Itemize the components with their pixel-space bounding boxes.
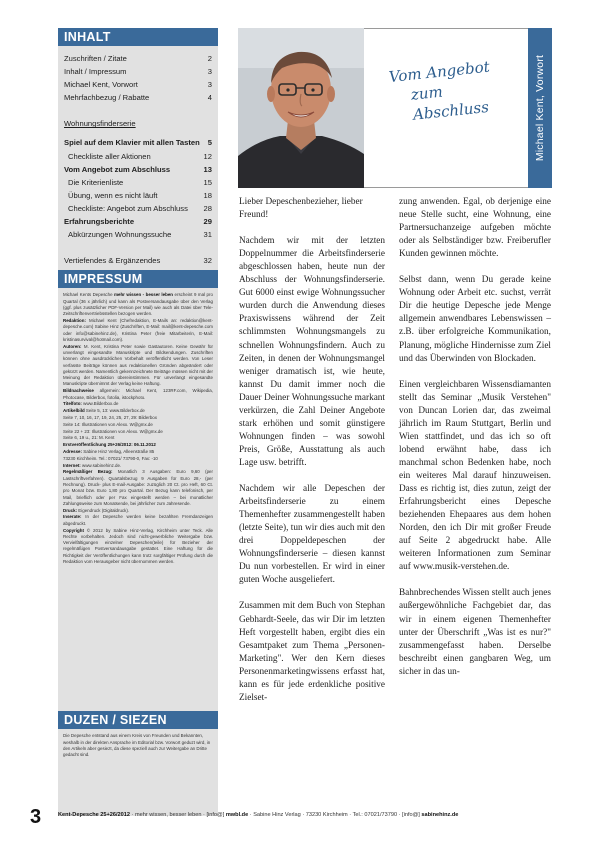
table-of-contents — [58, 46, 218, 267]
body-column-1 — [239, 196, 385, 718]
toc-entry-page: 5 — [207, 138, 212, 148]
impressum-text-run: In der Depesche werden keine bezahlten Fremdanzeigen abgedruckt. — [63, 514, 213, 526]
body-paragraph: Selbst dann, wenn Du gerade keine Wohnung oder Arbeit etc. suchst, verrät Dir die heutige Depesche jede Menge allgemein anwendbares Lebenswissen – z.B. über erfolgreiche Kommunikation, Planung, mögliche Hindernisse zum Ziel und das Überwinden von Blockaden. — [399, 275, 551, 364]
toc-entry-label: Checkliste aller Aktionen — [68, 151, 151, 161]
impressum-heading: IMPRESSUM — [58, 270, 218, 288]
footer-publisher: · Sabine Hinz Verlag · 73230 Kirchheim · Tel.: 07021/73790 · [info@] — [248, 812, 422, 818]
impressum-paragraph — [63, 429, 213, 435]
impressum-paragraph — [63, 469, 213, 507]
impressum-text-run: Michael Kent (Chefredaktion, E-Mails an: redaktion@kent-depesche.com) Sabine Hinz (Zuschriften, E-Mail: mail@kent-depesche.com oder info@sabinehinz.de), Kristina Peter (freie Mitarbeiterin, E-Mail: kristinasurvival@hotmail.com). — [63, 318, 213, 342]
body-paragraph: Einen vergleichbaren Wissensdiamanten stellt das Seminar „Musik Verstehen" von Duncan Lorien dar, das zweimal jährlich im Raum Stuttgart, Berlin und Wien stattfindet, und das ich so oft lobend erwähnt habe, dass ich manchmal schon Bedenken habe, noch ein weiteres Mal darauf hinzuweisen. Dass es richtig ist, dies zutun, zeigt der Erfahrungsbericht eines Depesche beziehenden Ehepaares aus dem hohen Norden, den ich Dir mit großer Freude auf Seite 2 abgedruckt habe. Alle weiteren Informationen zum Seminar auf www.musik-verstehen.de. — [399, 379, 551, 573]
impressum-paragraph — [63, 456, 213, 462]
impressum-paragraph — [63, 514, 213, 527]
impressum-text-run: www.sabinehinz.de. — [80, 462, 122, 468]
impressum-paragraph — [63, 508, 213, 514]
article-title-line-2: zum Abschluss — [410, 82, 490, 124]
impressum-paragraph — [63, 415, 213, 421]
body-paragraph: Nachdem wir mit der letzten Doppelnummer die Arbeitsfinderserie abgeschlossen haben, heute nun der Abschluss der Wohnungsfinderserie. Gut 6000 einst ewige Wohnungssucher wurden durch die Anwendung dieses Praxiswissens während der Zeit schlimmsten Wohnungsmangels zu schnellen Wohnungsfindern. Auch zu Zeiten, in denen der Wohnungsmangel weniger dramatisch ist, wie heute, kannst Du damit immer noch die Dauer Deiner Wohnungssuche markant verkürzen, die Zahl Deiner Angebote stark erhöhen und somit günstigere Wohnungen finden – was sowohl Preis, Größe, Ausstattung als auch Lage usw. betrifft. — [239, 236, 385, 468]
toc-entry-page: 13 — [203, 164, 212, 174]
impressum-label: Redaktion: — [63, 318, 86, 323]
impressum-paragraph — [63, 442, 213, 448]
sidebar — [58, 28, 218, 816]
toc-entry — [64, 202, 212, 215]
impressum-label: Titelfoto: — [63, 401, 82, 407]
footer-tagline: · mehr wissen, besser leben · [info@] — [129, 812, 226, 818]
toc-entry — [64, 150, 212, 163]
toc-entry — [64, 91, 212, 104]
toc-entry-label: Mehrfachbezug / Rabatte — [64, 93, 150, 103]
toc-entry-page: 15 — [203, 177, 212, 187]
impressum-label: Regelmäßiger Bezug: — [63, 469, 113, 475]
impressum-paragraph — [63, 318, 213, 343]
footer-site-2: sabinehinz.de — [421, 812, 459, 818]
inhalt-heading: INHALT — [58, 28, 218, 46]
impressum-label: Inserate: — [63, 514, 82, 520]
toc-entry — [64, 254, 212, 267]
impressum-text-run: Eigendruck (Digitaldruck). — [77, 507, 130, 513]
toc-entry-label: Die Kriterienliste — [68, 177, 124, 187]
body-paragraph: Lieber Depeschenbezieher, lieber Freund! — [239, 197, 363, 221]
impressum-paragraph — [63, 463, 213, 469]
impressum-paragraph — [63, 344, 213, 388]
duzen-siezen-heading: DUZEN / SIEZEN — [58, 711, 218, 729]
impressum-text-run: M. Kent, Kristina Peter sowie Gastautoren. Keine Gewähr für unverlangt eingesandte Manuskripte und Bildsendungen. Zuschriften können ohne ausdrücklichen Vorbehalt veröffentlicht werden. Von Leser verfasste Beiträge können aus redaktionellen Gründen abgeändert oder gekürzt werden. Namentlich gekennzeichnete Beiträge müssen nicht mit der Meinung der Redaktion übereinstimmen. Für unverlangt eingesandte Manuskripte übernimmt der Verlag keine Haftung. — [63, 343, 213, 387]
impressum-text-run: Seite 7, 10, 16, 17, 19, 24, 25, 27, 29: Bilderbox — [63, 414, 157, 420]
impressum-text-run: Monatlich 3 Ausgaben: Euro 9,60 (per Lastschriftverfahren). Quartalsbezug 9 Ausgaben für Euro 28,- (per Rechnung). Druck- plus E-mail-Ausgabe: zuzüglich 20 Ct. pro Heft, 60 Ct. pro Monat bzw. Euro 1,80 pro Quartal. Der Bezug kann telefonisch, per Mail, brieflich oder per Fax eingestellt werden – bei monatlicher Zahlungsweise zum Monatsende, bei jährlicher zum Jahresende. — [63, 469, 213, 506]
impressum-text-run: erscheint 9 mal pro Quartal (36 x jährlich) und kann als Postversandausgabe über den Verlag (ggf. plus zusätzlicher PDF-Version per Mail) wie auch als Datei über Tele-Zeitschriftenvertriebsstellen bezogen werden. — [63, 292, 213, 317]
impressum-label: Copyright — [63, 527, 84, 533]
toc-entry — [64, 176, 212, 189]
toc-entry-label: Übung, wenn es nicht läuft — [68, 190, 158, 200]
toc-entry-page: 31 — [203, 230, 212, 240]
toc-section-label: Wohnungsfinderserie — [64, 119, 136, 129]
toc-entry-label: Erfahrungsberichte — [64, 217, 135, 227]
toc-entry-page: 2 — [207, 54, 212, 63]
toc-entry — [64, 228, 212, 241]
toc-entry-label: Spiel auf dem Klavier mit allen Tasten — [64, 138, 200, 148]
impressum-text-run: Seite 5, 13: www.Bilderbox.de — [84, 408, 145, 414]
impressum-paragraph — [63, 408, 213, 414]
page-number: 3 — [30, 806, 42, 828]
toc-entry-page: 3 — [207, 67, 212, 77]
impressum-label: Internet: — [63, 462, 81, 468]
duzen-siezen-text: Die Depesche entstand aus einem Kreis von Freunden und Bekannten, weshalb in der direkten Ansprache im Editorial bzw. Vorwort geduzt wird, in den Artikeln aber gesiezt, da diese speziell auch zur Weitergabe an Dritte gedacht sind. — [63, 733, 211, 758]
impressum-label: Druck: — [63, 507, 78, 513]
impressum-paragraph — [63, 435, 213, 441]
toc-entry — [64, 52, 212, 65]
impressum-text-run: Seite 14: Illustrationen von Alexx. W@gmx.de — [63, 421, 153, 427]
impressum-paragraph — [63, 401, 213, 407]
author-vertical-label: Michael Kent, Vorwort — [534, 54, 546, 162]
impressum-label: Erstveröffentlichung 25+26/2012: 06.11.2012 — [63, 442, 156, 448]
article-title-line-1: Vom Angebot — [388, 57, 491, 87]
toc-entry-page: 3 — [207, 80, 212, 90]
impressum-label: Autoren: — [63, 343, 82, 349]
toc-entry-page: 29 — [203, 217, 212, 227]
toc-entry — [64, 78, 212, 91]
toc-entry-page: 12 — [203, 151, 212, 161]
toc-entry-label: Michael Kent, Vorwort — [64, 80, 138, 90]
footer-line — [58, 812, 552, 818]
author-vertical-bar — [528, 28, 552, 188]
toc-entry-label: Vom Angebot zum Abschluss — [64, 164, 171, 174]
portrait-photo — [238, 28, 364, 188]
toc-entry-page: 4 — [207, 93, 212, 103]
impressum-label: mehr wissen - besser leben — [114, 292, 174, 298]
impressum-paragraph — [63, 292, 213, 317]
toc-entry — [64, 65, 212, 78]
impressum-text-run: Seite 22 + 23: Illustrationen von Alexx. W@gmx.de — [63, 428, 163, 434]
toc-entry — [64, 136, 212, 149]
toc-entry — [64, 215, 212, 228]
toc-entry — [64, 189, 212, 202]
toc-entry-page: 32 — [203, 256, 212, 266]
body-paragraph: Bahnbrechendes Wissen stellt auch jenes außergewöhnliche Fachgebiet dar, das wir in einem eigenen Themenhefter unter der Überschrift „Was ist es nur?" zusammengefasst haben. Derselbe beschreibt einen gangbaren Weg, um sicher in das un- — [399, 588, 551, 677]
toc-entry — [64, 163, 212, 176]
footer-site-1: mwbl.de — [225, 812, 249, 818]
impressum-paragraph — [63, 388, 213, 401]
toc-entry-page: 18 — [203, 190, 212, 200]
impressum-text-run: © 2012 by Sabine Hinz-Verlag, Kirchheim unter Teck. Alle Rechte vorbehalten. Jedoch sind nicht-gewerbliche Weitergabe bzw. Vervielfältigungen einzelner Depeschen(teile) für Bezieher der regelmäßigen Postversandausgabe gestattet. Eine Haftung für die Richtigkeit der Veröffentlichungen kann trotz sorgfältiger Prüfung durch die Redaktion vom Herausgeber nicht übernommen werden. — [63, 527, 213, 564]
impressum-text-run: allgemein: Michael Kent, 123RF.com, Wikipedia, Photocase, Bilderbox, fotolia, istockphoto. — [63, 388, 213, 400]
toc-entry-label: Inhalt / Impressum — [64, 67, 127, 77]
impressum-label: Artikelbild — [63, 408, 85, 414]
body-column-2 — [399, 196, 551, 692]
toc-entry-page: 28 — [203, 203, 212, 213]
body-paragraph: Zusammen mit dem Buch von Stephan Gebhardt-Seele, das wir Dir im letzten Heft vorgestellt haben, ergibt dies ein Gesamtpaket zum Thema „Personen-Marketing". Wer den Kern dieses Personenmarketingwissens erfasst hat, kann es für jede erdenkliche positive Zielset- — [239, 601, 385, 703]
impressum-text-run: www.Bilderbox.de — [81, 401, 119, 407]
impressum-paragraph — [63, 422, 213, 428]
body-paragraph: zung anwenden. Egal, ob derjenige eine neue Stelle sucht, eine Wohnung, eine Partnersuchanzeige aufgeben möchte oder als Selbständiger bzw. Freiberufler Kunden gewinnen möchte. — [399, 197, 551, 260]
impressum-label: Bildnachweise — [63, 388, 94, 394]
impressum-text-run: Michael Kents Depesche — [63, 292, 115, 298]
impressum-paragraph — [63, 449, 213, 455]
portrait-illustration-icon — [238, 28, 364, 188]
toc-entry-label: Zuschriften / Zitate — [64, 54, 127, 63]
impressum-text — [58, 288, 218, 710]
toc-entry-label: Abkürzungen Wohnungssuche — [68, 230, 172, 240]
toc-entry-label: Vertiefendes & Ergänzendes — [64, 256, 161, 266]
toc-entry-label: Checkliste: Angebot zum Abschluss — [68, 203, 188, 213]
footer-publication: Kent-Depesche 25+26/2012 — [58, 812, 130, 818]
body-paragraph: Nachdem wir alle Depeschen der Arbeitsfinderserie zu einem Themenhefter zusammengestellt haben (letzte Seite), tun wir dies auch mit den drei Doppeldepeschen der Wohnungsfinderserie – diesen kannst Du nun vorbestellen. Er wird in einer guten Woche ausgeliefert. — [239, 484, 385, 586]
impressum-text-run: Seite 6, 19 u., 21: M. Kent — [63, 435, 115, 441]
impressum-text-run: Sabine Hinz Verlag, Alleenstraße 85 — [82, 448, 155, 454]
impressum-paragraph — [63, 528, 213, 566]
impressum-text-run: 73230 Kirchheim. Tel.: 07021/ 73790-0, Fax: -10 — [63, 455, 158, 461]
impressum-label: Adresse: — [63, 448, 82, 454]
